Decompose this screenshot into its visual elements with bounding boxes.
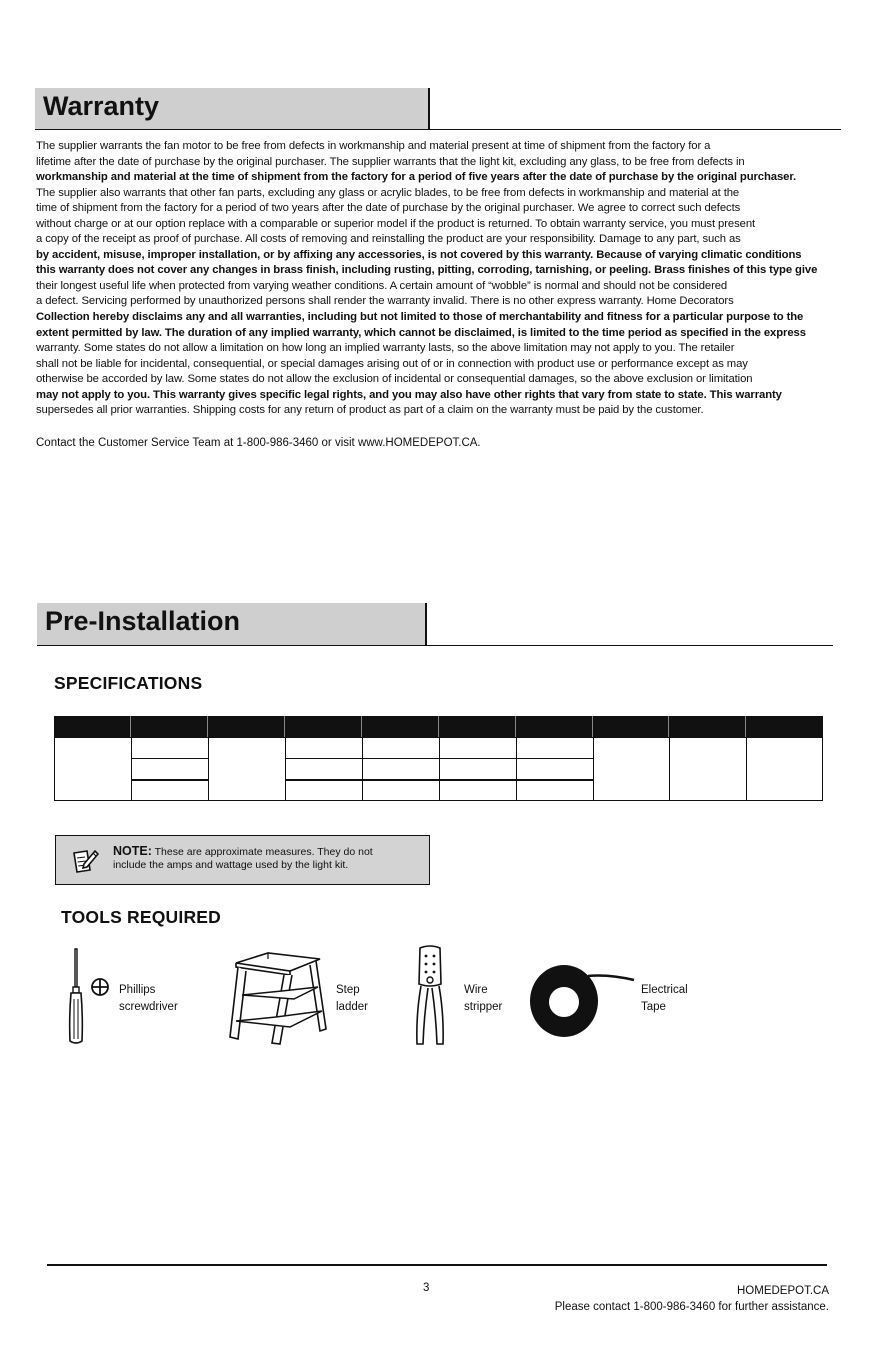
warranty-line: workmanship and material at the time of shipment from the factory for a period of five years after the date of purchase by the original purchaser.: [36, 171, 797, 184]
warranty-line: may not apply to you. This warranty gives specific legal rights, and you may also have other rights that vary from state to state. This warranty: [36, 388, 782, 401]
customer-service-contact: Contact the Customer Service Team at 1-800-986-3460 or visit www.HOMEDEPOT.CA.: [36, 437, 481, 449]
warranty-line: this warranty does not cover any changes in brass finish, including rusting, pitting, corroding, tarnishing, or peeling. Brass finishes of this type give: [36, 264, 818, 277]
tool-label-phillips-screwdriver: Phillips screwdriver: [119, 984, 178, 1013]
page-number: 3: [423, 1282, 430, 1294]
spec-divider: [208, 737, 209, 801]
warranty-title: Warranty: [43, 91, 160, 121]
spec-header-cell: [131, 716, 208, 737]
note-pencil-icon: [71, 848, 99, 874]
warranty-line: Collection hereby disclaims any and all warranties, including but not limited to those of merchantability and fitness for a particular purpose to the: [36, 311, 804, 324]
footer-rule: [47, 1264, 827, 1266]
specifications-header-row: [54, 716, 823, 737]
warranty-line: without charge or at our option replace with a comparable or superior model if the product is returned. To obtain warranty service, you must present: [36, 217, 756, 230]
spec-header-cell: [208, 716, 285, 737]
spec-divider: [593, 737, 594, 801]
spec-header-cell: [285, 716, 362, 737]
preinstallation-rule: [37, 645, 833, 646]
warranty-line: a copy of the receipt as proof of purchase. All costs of removing and reinstalling the product are your responsibility. Damage to any part, such as: [36, 233, 741, 246]
spec-header-cell: [746, 716, 823, 737]
warranty-line: extent permitted by law. The duration of any implied warranty, which cannot be disclaimed, is limited to the time period as specified in the express: [36, 326, 806, 339]
electrical-tape-icon: [528, 962, 638, 1040]
preinstallation-section-header: [37, 603, 833, 645]
warranty-line: otherwise be accorded by law. Some states do not allow the exclusion of incidental or consequential damages, so the above exclusion or limitation: [36, 373, 753, 386]
warranty-line: The supplier also warrants that other fan parts, excluding any glass or acrylic blades, to be free from defects in workmanship and material at the: [36, 186, 740, 199]
footer-site: HOMEDEPOT.CA: [736, 1285, 829, 1297]
note-box: [55, 835, 430, 885]
tool-label-step-ladder: Step ladder: [336, 984, 368, 1013]
footer-assistance: Please contact 1-800-986-3460 for further assistance.: [554, 1301, 829, 1313]
warranty-rule: [35, 129, 841, 130]
warranty-line: their longest useful life when protected from varying weather conditions. A certain amount of “wobble” is normal and should not be considered: [36, 279, 728, 292]
note-text-line1: These are approximate measures. They do not: [154, 846, 373, 858]
spec-divider: [669, 737, 670, 801]
warranty-line: shall not be liable for incidental, consequential, or special damages arising out of or in connection with product use or performance except as may: [36, 357, 748, 370]
spec-header-cell: [362, 716, 439, 737]
warranty-line: by accident, misuse, improper installation, or by affixing any accessories, is not covered by this warranty. Because of varying climatic conditions: [36, 248, 802, 261]
warranty-line: supersedes all prior warranties. Shipping costs for any return of product as part of a claim on the warranty must be paid by the customer.: [36, 404, 704, 417]
spec-divider: [285, 737, 286, 801]
warranty-section-header: [35, 88, 841, 129]
spec-header-cell: [669, 716, 746, 737]
spec-header-cell: [516, 716, 593, 737]
spec-divider: [362, 737, 363, 801]
spec-header-cell: [439, 716, 516, 737]
spec-divider: [516, 737, 517, 801]
spec-row-divider: [131, 758, 208, 759]
note-text: [113, 845, 373, 872]
spec-divider: [439, 737, 440, 801]
step-ladder-icon: [228, 945, 328, 1047]
spec-divider: [746, 737, 747, 801]
spec-divider: [131, 737, 132, 801]
spec-header-cell: [593, 716, 669, 737]
note-label: NOTE:: [113, 844, 152, 858]
note-text-line2: include the amps and wattage used by the light kit.: [113, 859, 349, 871]
spec-row-divider: [131, 779, 208, 781]
warranty-line: warranty. Some states do not allow a limitation on how long an implied warranty lasts, so the above limitation may not apply to you. The retailer: [36, 342, 735, 355]
warranty-line: a defect. Servicing performed by unauthorized persons shall render the warranty invalid. There is no other express warranty. Home Decorators: [36, 295, 734, 308]
specifications-table: [54, 716, 823, 801]
warranty-line: time of shipment from the factory for a period of two years after the date of purchase by the original purchaser. We agree to correct such defects: [36, 202, 741, 215]
tools-required-heading: TOOLS REQUIRED: [61, 907, 221, 927]
warranty-line: lifetime after the date of purchase by the original purchaser. The supplier warrants that the light kit, excluding any glass, to be free from defects in: [36, 155, 745, 168]
tool-label-electrical-tape: Electrical Tape: [641, 984, 688, 1013]
spec-header-cell: [54, 716, 131, 737]
spec-row-divider: [285, 758, 593, 759]
specifications-heading: SPECIFICATIONS: [54, 673, 203, 693]
wire-stripper-icon: [410, 944, 450, 1048]
phillips-screwdriver-icon: [64, 947, 122, 1047]
spec-row-divider: [285, 779, 593, 781]
warranty-line: The supplier warrants the fan motor to be free from defects in workmanship and material present at time of shipment from the factory for a: [36, 140, 711, 152]
tool-label-wire-stripper: Wire stripper: [464, 984, 503, 1013]
warranty-body: [36, 139, 838, 419]
preinstallation-title: Pre-Installation: [45, 606, 241, 636]
